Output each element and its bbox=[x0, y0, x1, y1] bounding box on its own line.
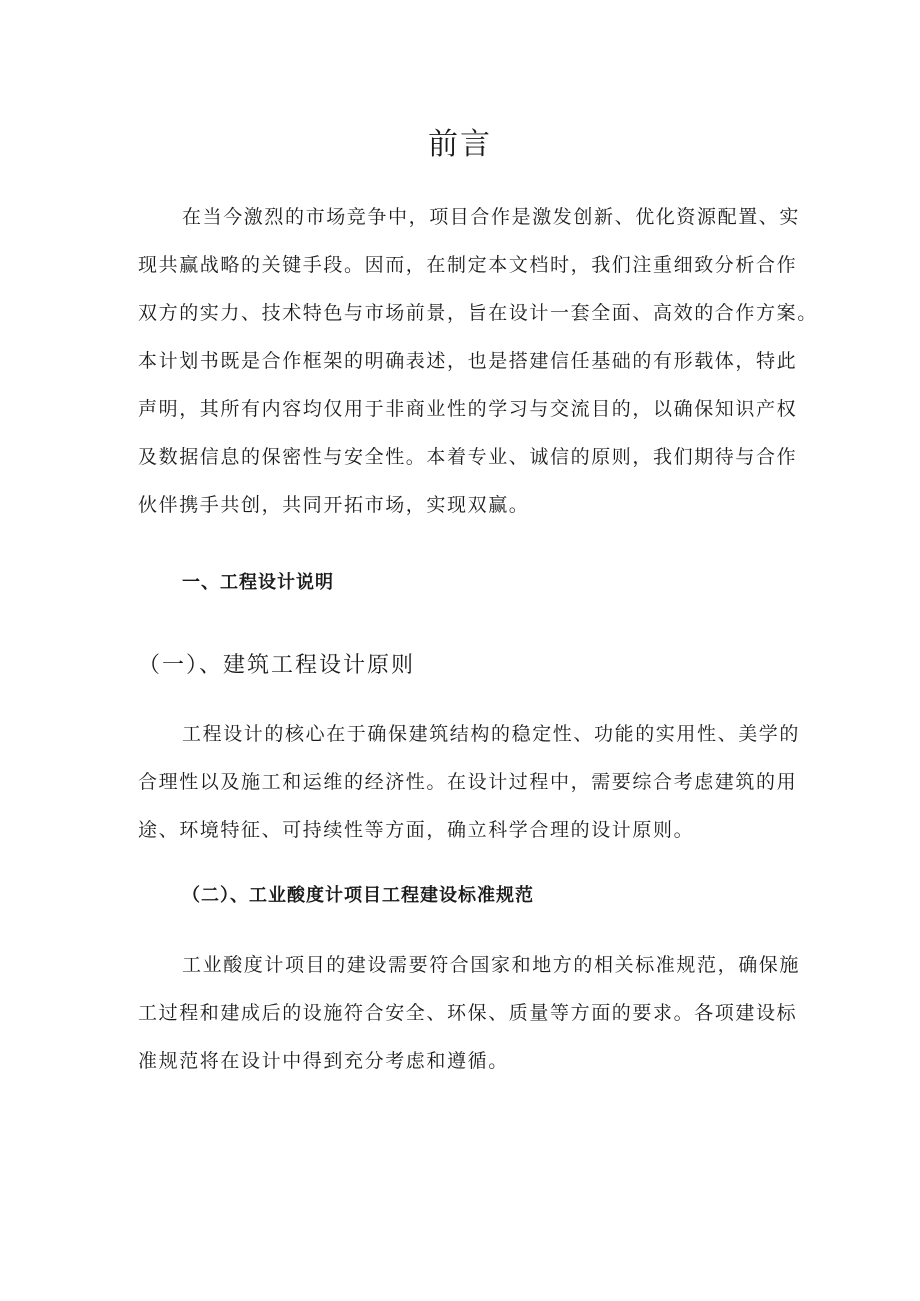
paragraph-line: 伙伴携手共创，共同开拓市场，实现双赢。 bbox=[138, 494, 530, 516]
paragraph-line: 准规范将在设计中得到充分考虑和遵循。 bbox=[138, 1050, 509, 1072]
paragraph-line: 现共赢战略的关键手段。因而，在制定本文档时，我们注重细致分析合作 bbox=[138, 254, 798, 276]
subsection-heading-standards: （二）、工业酸度计项目工程建设标准规范 bbox=[182, 885, 534, 906]
design-principles-paragraph bbox=[138, 710, 801, 854]
paragraph-line: 工程设计的核心在于确保建筑结构的稳定性、功能的实用性、美学的 bbox=[182, 723, 801, 745]
paragraph-line: 合理性以及施工和运维的经济性。在设计过程中，需要综合考虑建筑的用 bbox=[138, 771, 798, 793]
paragraph-line: 声明，其所有内容均仅用于非商业性的学习与交流目的，以确保知识产权 bbox=[138, 398, 798, 420]
paragraph-line: 工业酸度计项目的建设需要符合国家和地方的相关标准规范，确保施 bbox=[182, 954, 801, 976]
section-heading: 一、工程设计说明 bbox=[182, 572, 334, 593]
paragraph-line: 在当今激烈的市场竞争中，项目合作是激发创新、优化资源配置、实 bbox=[182, 206, 801, 228]
intro-paragraph bbox=[138, 193, 818, 529]
standards-paragraph bbox=[138, 941, 801, 1085]
paragraph-line: 及数据信息的保密性与安全性。本着专业、诚信的原则，我们期待与合作 bbox=[138, 446, 798, 468]
paragraph-line: 工过程和建成后的设施符合安全、环保、质量等方面的要求。各项建设标 bbox=[138, 1002, 798, 1024]
paragraph-line: 本计划书既是合作框架的明确表述，也是搭建信任基础的有形载体，特此 bbox=[138, 350, 798, 372]
page-title: 前言 bbox=[428, 127, 492, 162]
paragraph-line: 双方的实力、技术特色与市场前景，旨在设计一套全面、高效的合作方案。 bbox=[138, 302, 818, 324]
paragraph-line: 途、环境特征、可持续性等方面，确立科学合理的设计原则。 bbox=[138, 819, 695, 841]
subsection-heading-design-principles: （一）、建筑工程设计原则 bbox=[138, 653, 416, 678]
